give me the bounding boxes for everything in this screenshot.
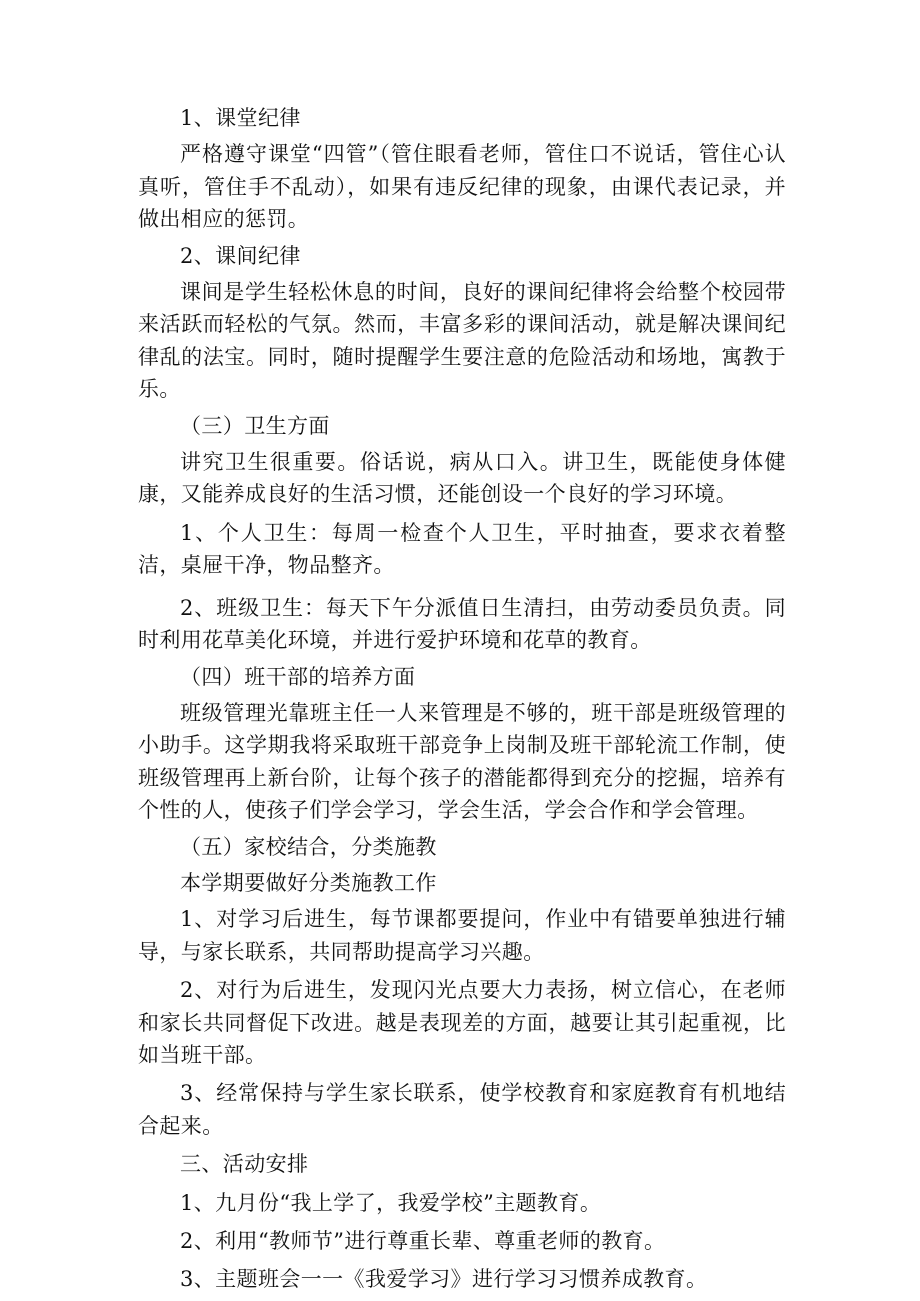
heading-break-discipline: 2、课间纪律	[180, 243, 301, 268]
activity-item-class-meeting: 3、主题班会一一《我爱学习》进行学习习惯养成教育。	[180, 1267, 708, 1292]
heading-hygiene: （三）卫生方面	[180, 413, 330, 438]
heading-home-school: （五）家校结合，分类施教	[180, 834, 437, 859]
paragraph-personal-hygiene: 1、个人卫生：每周一检查个人卫生，平时抽查，要求衣着整洁，桌屉干净，物品整齐。	[138, 520, 786, 578]
heading-activities: 三、活动安排	[180, 1152, 309, 1177]
paragraph-learning-support: 1、对学习后进生，每节课都要提问，作业中有错要单独进行辅导，与家长联系，共同帮助提高学习兴趣。	[138, 907, 786, 964]
paragraph-class-hygiene: 2、班级卫生：每天下午分派值日生清扫，由劳动委员负责。同时利用花草美化环境，并进行爱护环境和花草的教育。	[138, 595, 786, 653]
paragraph-classroom-rules: 严格遵守课堂“四管”（管住眼看老师，管住口不说话，管住心认真听，管住手不乱动），如果有违反纪律的现象，由课代表记录，并做出相应的惩罚。	[138, 142, 786, 232]
document-page	[138, 102, 786, 1296]
paragraph-parent-contact: 3、经常保持与学生家长联系，使学校教育和家庭教育有机地结合起来。	[138, 1081, 786, 1138]
activity-item-september: 1、九月份“我上学了，我爱学校”主题教育。	[180, 1190, 602, 1215]
paragraph-hygiene-intro: 讲究卫生很重要。俗话说，病从口入。讲卫生，既能使身体健康，又能养成良好的生活习惯，还能创设一个良好的学习环境。	[138, 450, 786, 507]
paragraph-class-cadre: 班级管理光靠班主任一人来管理是不够的，班干部是班级管理的小助手。这学期我将采取班干部竞争上岗制及班干部轮流工作制，使班级管理再上新台阶，让每个孩子的潜能都得到充分的挖掘，培养有个性的人，使孩子们学会学习，学会生活，学会合作和学会管理。	[138, 700, 786, 823]
activity-item-teachers-day: 2、利用“教师节”进行尊重长辈、尊重老师的教育。	[180, 1229, 666, 1253]
paragraph-break-rules: 课间是学生轻松休息的时间，良好的课间纪律将会给整个校园带来活跃而轻松的气氛。然而，丰富多彩的课间活动，就是解决课间纪律乱的法宝。同时，随时提醒学生要注意的危险活动和场地，寓教于乐。	[138, 280, 786, 402]
paragraph-behavior-support: 2、对行为后进生，发现闪光点要大力表扬，树立信心，在老师和家长共同督促下改进。越是表现差的方面，越要让其引起重视，比如当班干部。	[138, 978, 786, 1067]
heading-class-cadre: （四）班干部的培养方面	[180, 664, 416, 689]
heading-classroom-discipline: 1、课堂纪律	[180, 106, 301, 130]
paragraph-home-school-intro: 本学期要做好分类施教工作	[180, 870, 437, 895]
